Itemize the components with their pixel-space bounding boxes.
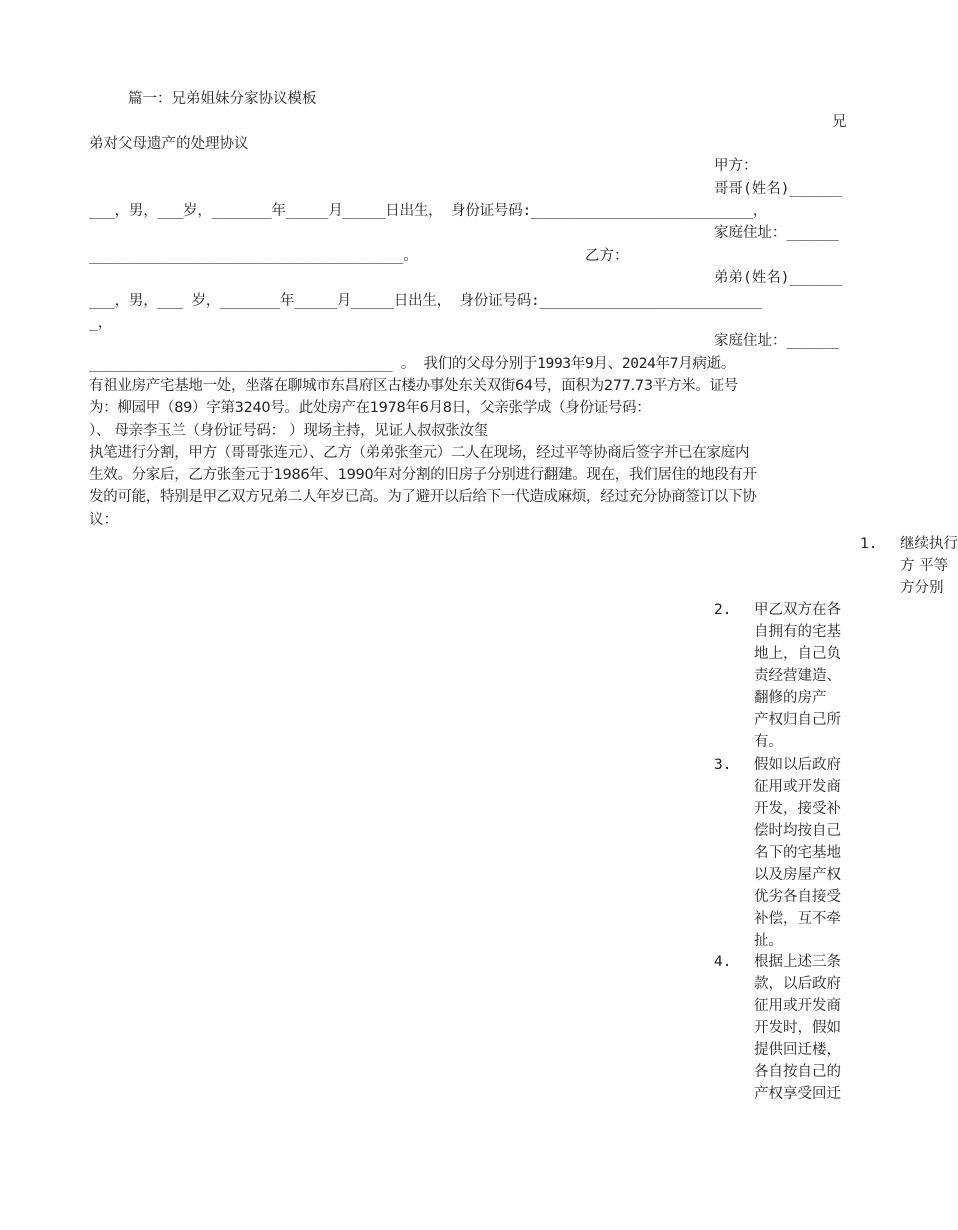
body-line: 有祖业房产宅基地一处，坐落在聊城市东昌府区古楼办事处东关双街64号，面积为277.73平方米。证号 [89, 378, 738, 394]
body-line: 生效。分家后，乙方张奎元于1986年、1990年对分割的旧房子分别进行翻建。现在，我们居住的地段有开 [89, 467, 757, 483]
clause-number: 2. [714, 602, 732, 618]
party-b-info-tail: _， [89, 315, 113, 331]
party-b-label: 乙方： [585, 248, 629, 264]
body-line: 执笔进行分割，甲方（哥哥张连元）、乙方（弟弟张奎元）二人在现场，经过平等协商后签字并已在家庭内 [89, 445, 750, 461]
party-b-info: ___，男，___ 岁，_______年_____月_____日出生， 身份证号码:__________________________ [89, 293, 762, 309]
clause-number: 4. [714, 954, 732, 970]
body-line: ）、 母亲李玉兰（身份证号码： ）现场主持，见证人叔叔张汝玺 [89, 423, 488, 439]
clause-text: 甲乙双方在各 自拥有的宅基 地上，自己负 责经营建造、 翻修的房产 产权归自己所 有。 [754, 602, 841, 750]
party-b-address-label: 家庭住址：______ [714, 333, 839, 349]
party-b-address-line: ____________________________________ 。 我们的父母分别于1993年9月、2024年7月病逝。 [89, 356, 736, 372]
party-a-address-line: ____________________________________。 [89, 248, 418, 264]
body-line: 为：柳园甲（89）字第3240号。此处房产在1978年6月8日，父亲张学成（身份证号码： [89, 400, 651, 416]
party-a-info: ___，男，___岁，_______年_____月_____日出生， 身份证号码:__________________________， [89, 203, 768, 219]
clause-text: 继续执行 方 平等 方分别 [900, 536, 958, 596]
clause-text: 假如以后政府 征用或开发商 开发，接受补 偿时均按自己 名下的宅基地 以及房屋产权 优劣各自接受 补偿，互不牵 扯。 [754, 757, 841, 949]
document-title: 篇一：兄弟姐妹分家协议模板 [128, 91, 317, 107]
body-line: 发的可能，特别是甲乙双方兄弟二人年岁已高。为了避开以后给下一代造成麻烦，经过充分协商签订以下协 [89, 489, 757, 505]
clause-text: 根据上述三条 款，以后政府 征用或开发商 开发时，假如 提供回迁楼， 各自按自己的 产权享受回迁 [754, 954, 841, 1102]
party-a-label: 甲方： [714, 158, 758, 174]
party-b-name: 弟弟(姓名)______ [714, 270, 842, 286]
clause-number: 1. [860, 536, 878, 552]
subtitle-rest: 弟对父母遗产的处理协议 [89, 136, 249, 152]
clause-number: 3. [714, 757, 732, 773]
body-line: 议： [89, 512, 118, 528]
party-a-address-label: 家庭住址：______ [714, 225, 839, 241]
party-a-name: 哥哥(姓名)______ [714, 181, 842, 197]
subtitle-start: 兄 [832, 114, 847, 130]
